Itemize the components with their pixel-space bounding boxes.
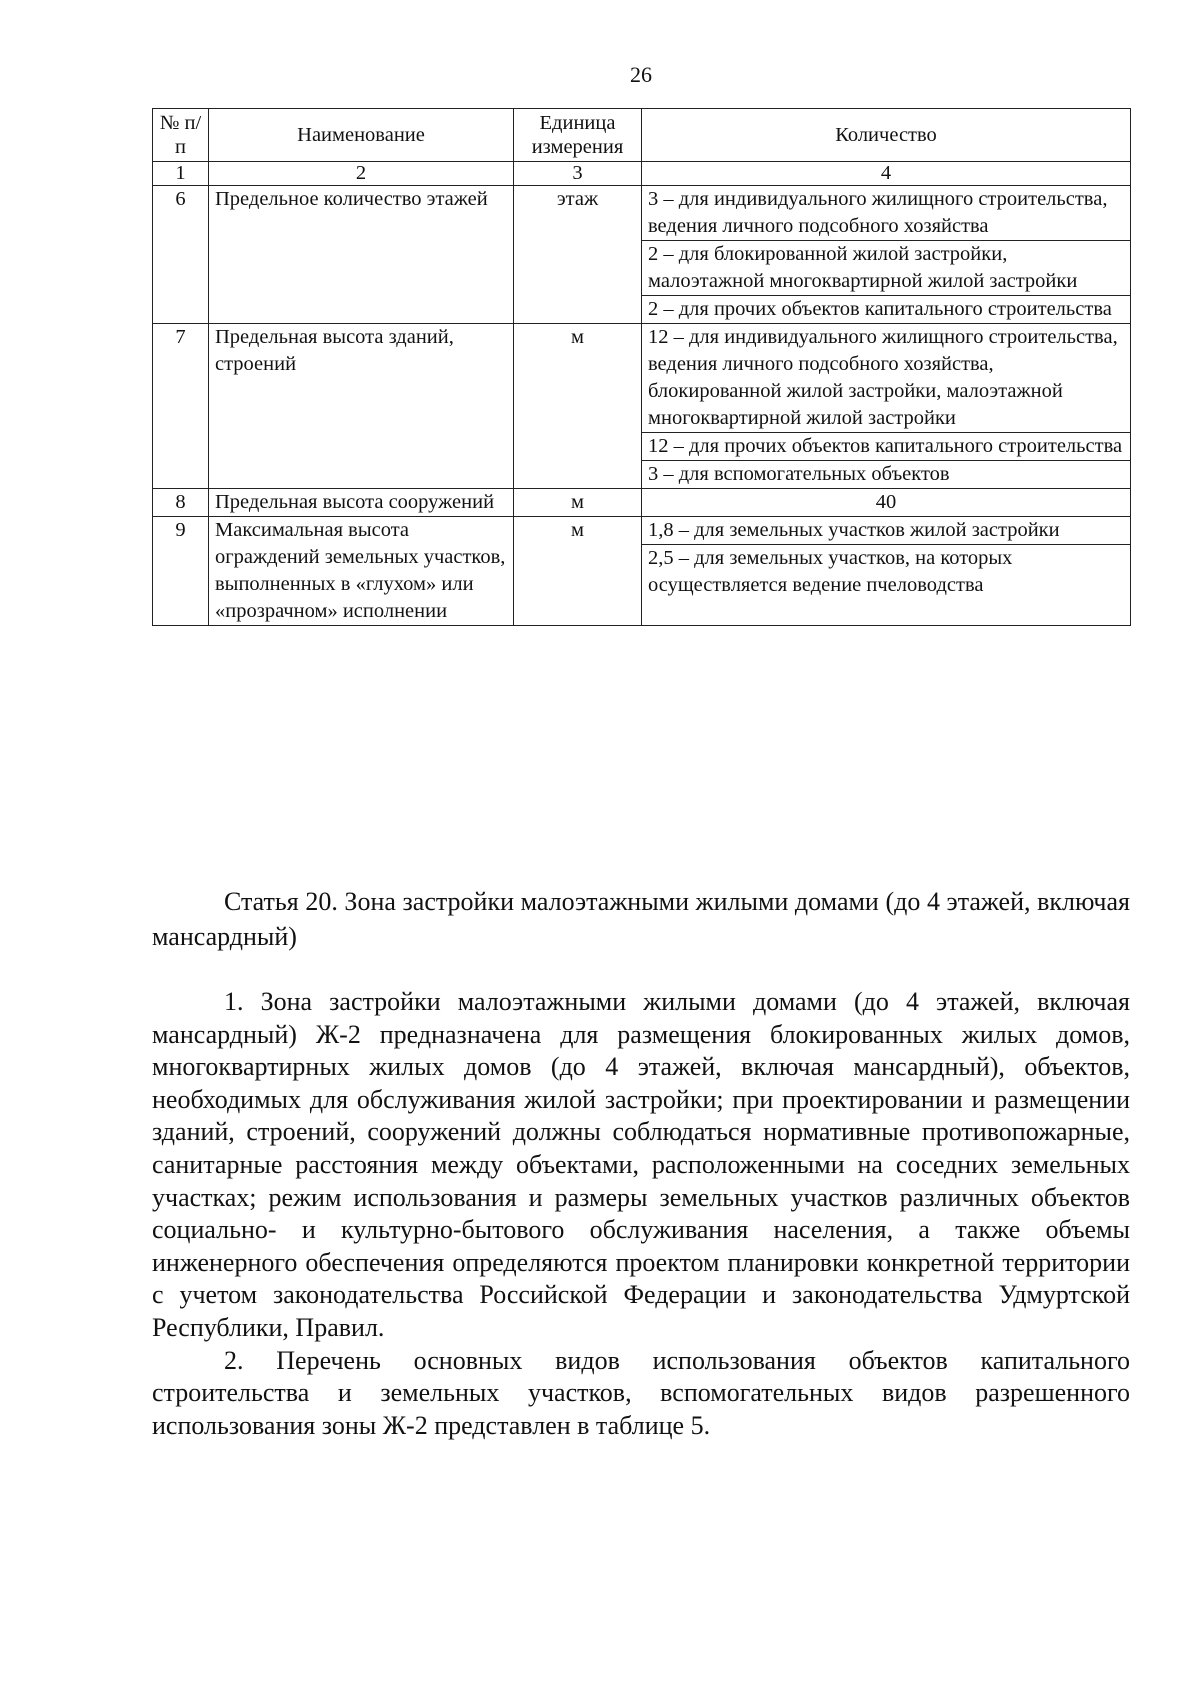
row-value: 40 — [642, 489, 1131, 517]
row-value: 12 – для прочих объектов капитального строительства — [642, 433, 1131, 461]
row-name: Предельная высота сооружений — [209, 489, 514, 517]
row-name: Предельная высота зданий, строений — [209, 324, 514, 489]
row-value: 1,8 – для земельных участков жилой застройки — [642, 517, 1131, 545]
column-number: 1 — [153, 162, 209, 186]
row-name: Максимальная высота ограждений земельных участков, выполненных в «глухом» или «прозрачном» исполнении — [209, 517, 514, 626]
table-row — [153, 517, 1131, 545]
header-num: № п/п — [153, 109, 209, 162]
row-name: Предельное количество этажей — [209, 186, 514, 324]
page-number: 26 — [630, 62, 652, 87]
article-paragraph: 1. Зона застройки малоэтажными жилыми домами (до 4 этажей, включая мансардный) Ж-2 предназначена для размещения блокированных жилых домов, многоквартирных жилых домов (до 4 этажей, включая мансардный), объектов, необходимых для обслуживания жилой застройки; при проектировании и размещении зданий, строений, сооружений должны соблюдаться нормативные противопожарные, санитарные расстояния между объектами, расположенными на соседних земельных участках; режим использования и размеры земельных участков различных объектов социально- и культурно-бытового обслуживания населения, а также объемы инженерного обеспечения определяются проектом планировки конкретной территории с учетом законодательства Российской Федерации и законодательства Удмуртской Республики, Правил. — [152, 987, 1130, 1342]
row-value: 2 – для блокированной жилой застройки, малоэтажной многоквартирной жилой застройки — [642, 241, 1131, 296]
table-header-row — [153, 109, 1131, 162]
column-number: 2 — [209, 162, 514, 186]
header-qty: Количество — [642, 109, 1131, 162]
row-number: 9 — [153, 517, 209, 626]
row-unit: м — [514, 324, 642, 489]
header-unit: Единица измерения — [514, 109, 642, 162]
column-number-row — [153, 162, 1131, 186]
row-number: 8 — [153, 489, 209, 517]
column-number: 3 — [514, 162, 642, 186]
table-row — [153, 489, 1131, 517]
row-unit: м — [514, 489, 642, 517]
row-value: 2,5 – для земельных участков, на которых осуществляется ведение пчеловодства — [642, 545, 1131, 626]
row-value: 3 – для вспомогательных объектов — [642, 461, 1131, 489]
row-value: 3 – для индивидуального жилищного строительства, ведения личного подсобного хозяйства — [642, 186, 1131, 241]
norms-table — [152, 108, 1131, 626]
table-row — [153, 186, 1131, 241]
row-value: 12 – для индивидуального жилищного строительства, ведения личного подсобного хозяйства, блокированной жилой застройки, малоэтажной многоквартирной жилой застройки — [642, 324, 1131, 433]
article-body — [152, 986, 1130, 1442]
row-number: 7 — [153, 324, 209, 489]
article-paragraph: 2. Перечень основных видов использования объектов капитального строительства и земельных участков, вспомогательных видов разрешенного использования зоны Ж-2 представлен в таблице 5. — [152, 1345, 1130, 1440]
row-unit: м — [514, 517, 642, 626]
article-heading: Статья 20. Зона застройки малоэтажными жилыми домами (до 4 этажей, включая мансардный) — [152, 887, 1130, 951]
header-name: Наименование — [209, 109, 514, 162]
row-unit: этаж — [514, 186, 642, 324]
column-number: 4 — [642, 162, 1131, 186]
row-number: 6 — [153, 186, 209, 324]
table-row — [153, 324, 1131, 433]
row-value: 2 – для прочих объектов капитального строительства — [642, 296, 1131, 324]
